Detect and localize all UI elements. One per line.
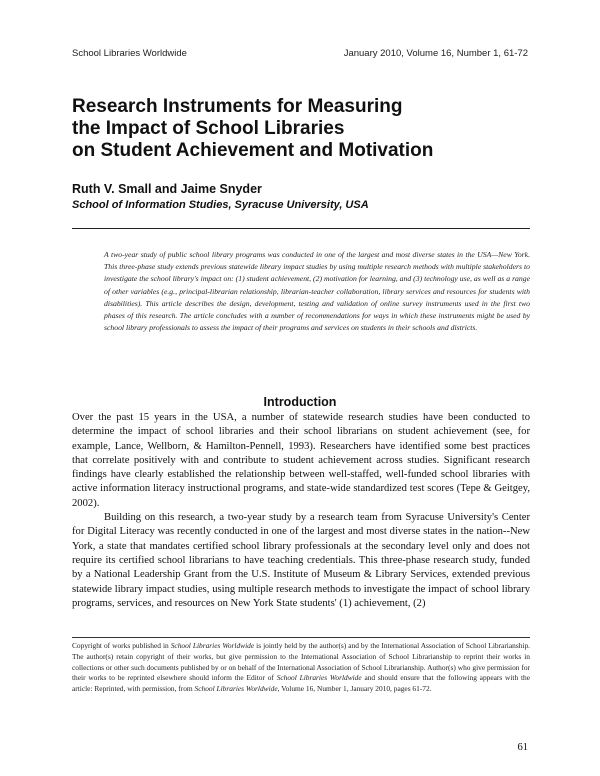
issue-info: January 2010, Volume 16, Number 1, 61-72 (343, 48, 528, 59)
title-line-1: Research Instruments for Measuring (72, 96, 403, 117)
copyright-footnote (72, 641, 530, 695)
abstract: A two-year study of public school library programs was conducted in one of the largest and most diverse states in the USA—New York. This three-phase study extends previous statewide library impact studies by using multiple research methods with multiple stakeholders to investigate the school library's impact on: (1) student achievement, (2) motivation for learning, and (3) technology use, as well as a range of other variables (e.g., principal-librarian relationship, librarian-teacher collaboration, library services and resources for students with disabilities). This article describes the design, development, testing and validation of online survey instruments used in the first two phases of this research. The article concludes with a number of recommendations for ways in which these instruments might be used by school library professionals to assess the impact of their programs and services on students in their schools and districts. (104, 250, 530, 333)
section-heading-introduction: Introduction (263, 395, 337, 409)
paragraph-2: Building on this research, a two-year study by a research team from Syracuse University's Center for Digital Literacy was recently conducted in one of the largest and most diverse states in the nation--New York, a state that mandates certified school library professionals at the secondary level only and does not require its certified school librarians to have teaching credentials. This three-phase research study, funded by a National Leadership Grant from the U.S. Institute of Museum & Library Services, extended previous statewide library impact studies, using multiple research methods to investigate the impact of school library programs, services, and resources on New York State students' (1) achievement, (2) (72, 512, 530, 609)
title-line-2: the Impact of School Libraries (72, 118, 345, 139)
footnote-text-4: , Volume 16, Number 1, January 2010, pages 61-72. (277, 684, 432, 694)
footnote-journal-3: School Libraries Worldwide (194, 684, 278, 694)
page-number: 61 (517, 742, 528, 753)
footnote-divider (72, 637, 530, 638)
title-divider (72, 228, 530, 229)
body-text (72, 411, 530, 611)
article-title (72, 96, 542, 162)
footnote-text-3: and should ensure that the following appears with the article: Reprinted, with permission, from (72, 673, 530, 694)
footnote-journal-2: School Libraries Worldwide (276, 673, 362, 683)
footnote-text-1: Copyright of works published in (72, 641, 171, 650)
journal-name: School Libraries Worldwide (72, 48, 187, 59)
affiliation: School of Information Studies, Syracuse University, USA (72, 199, 369, 211)
title-line-3: on Student Achievement and Motivation (72, 140, 434, 161)
authors: Ruth V. Small and Jaime Snyder (72, 182, 262, 196)
footnote-text-2: is jointly held by the author(s) and by the International Association of School Librarianship. The author(s) retain copyright of their works, but give permission to the International Association of School Librarianship to reprint their works in collections or other such documents published by or on behalf of the International Association of School Librarianship. Author(s) who give permission for their works to be reprinted elsewhere should inform the Editor of (72, 641, 530, 683)
footnote-journal-1: School Libraries Worldwide (170, 641, 255, 650)
paragraph-1: Over the past 15 years in the USA, a number of statewide research studies have been conducted to determine the impact of school libraries and their school librarians on student achievement (see, for example, Lance, Wellborn, & Hamilton-Pennell, 1993). Researchers have identified some best practices that correlate positively with and contribute to student achievement across studies. Significant research findings have clearly established the relationship between well-staffed, well-funded school libraries with active information literacy instructional programs, and state-wide standardized test scores (Tepe & Geitgey, 2002). (72, 412, 530, 509)
